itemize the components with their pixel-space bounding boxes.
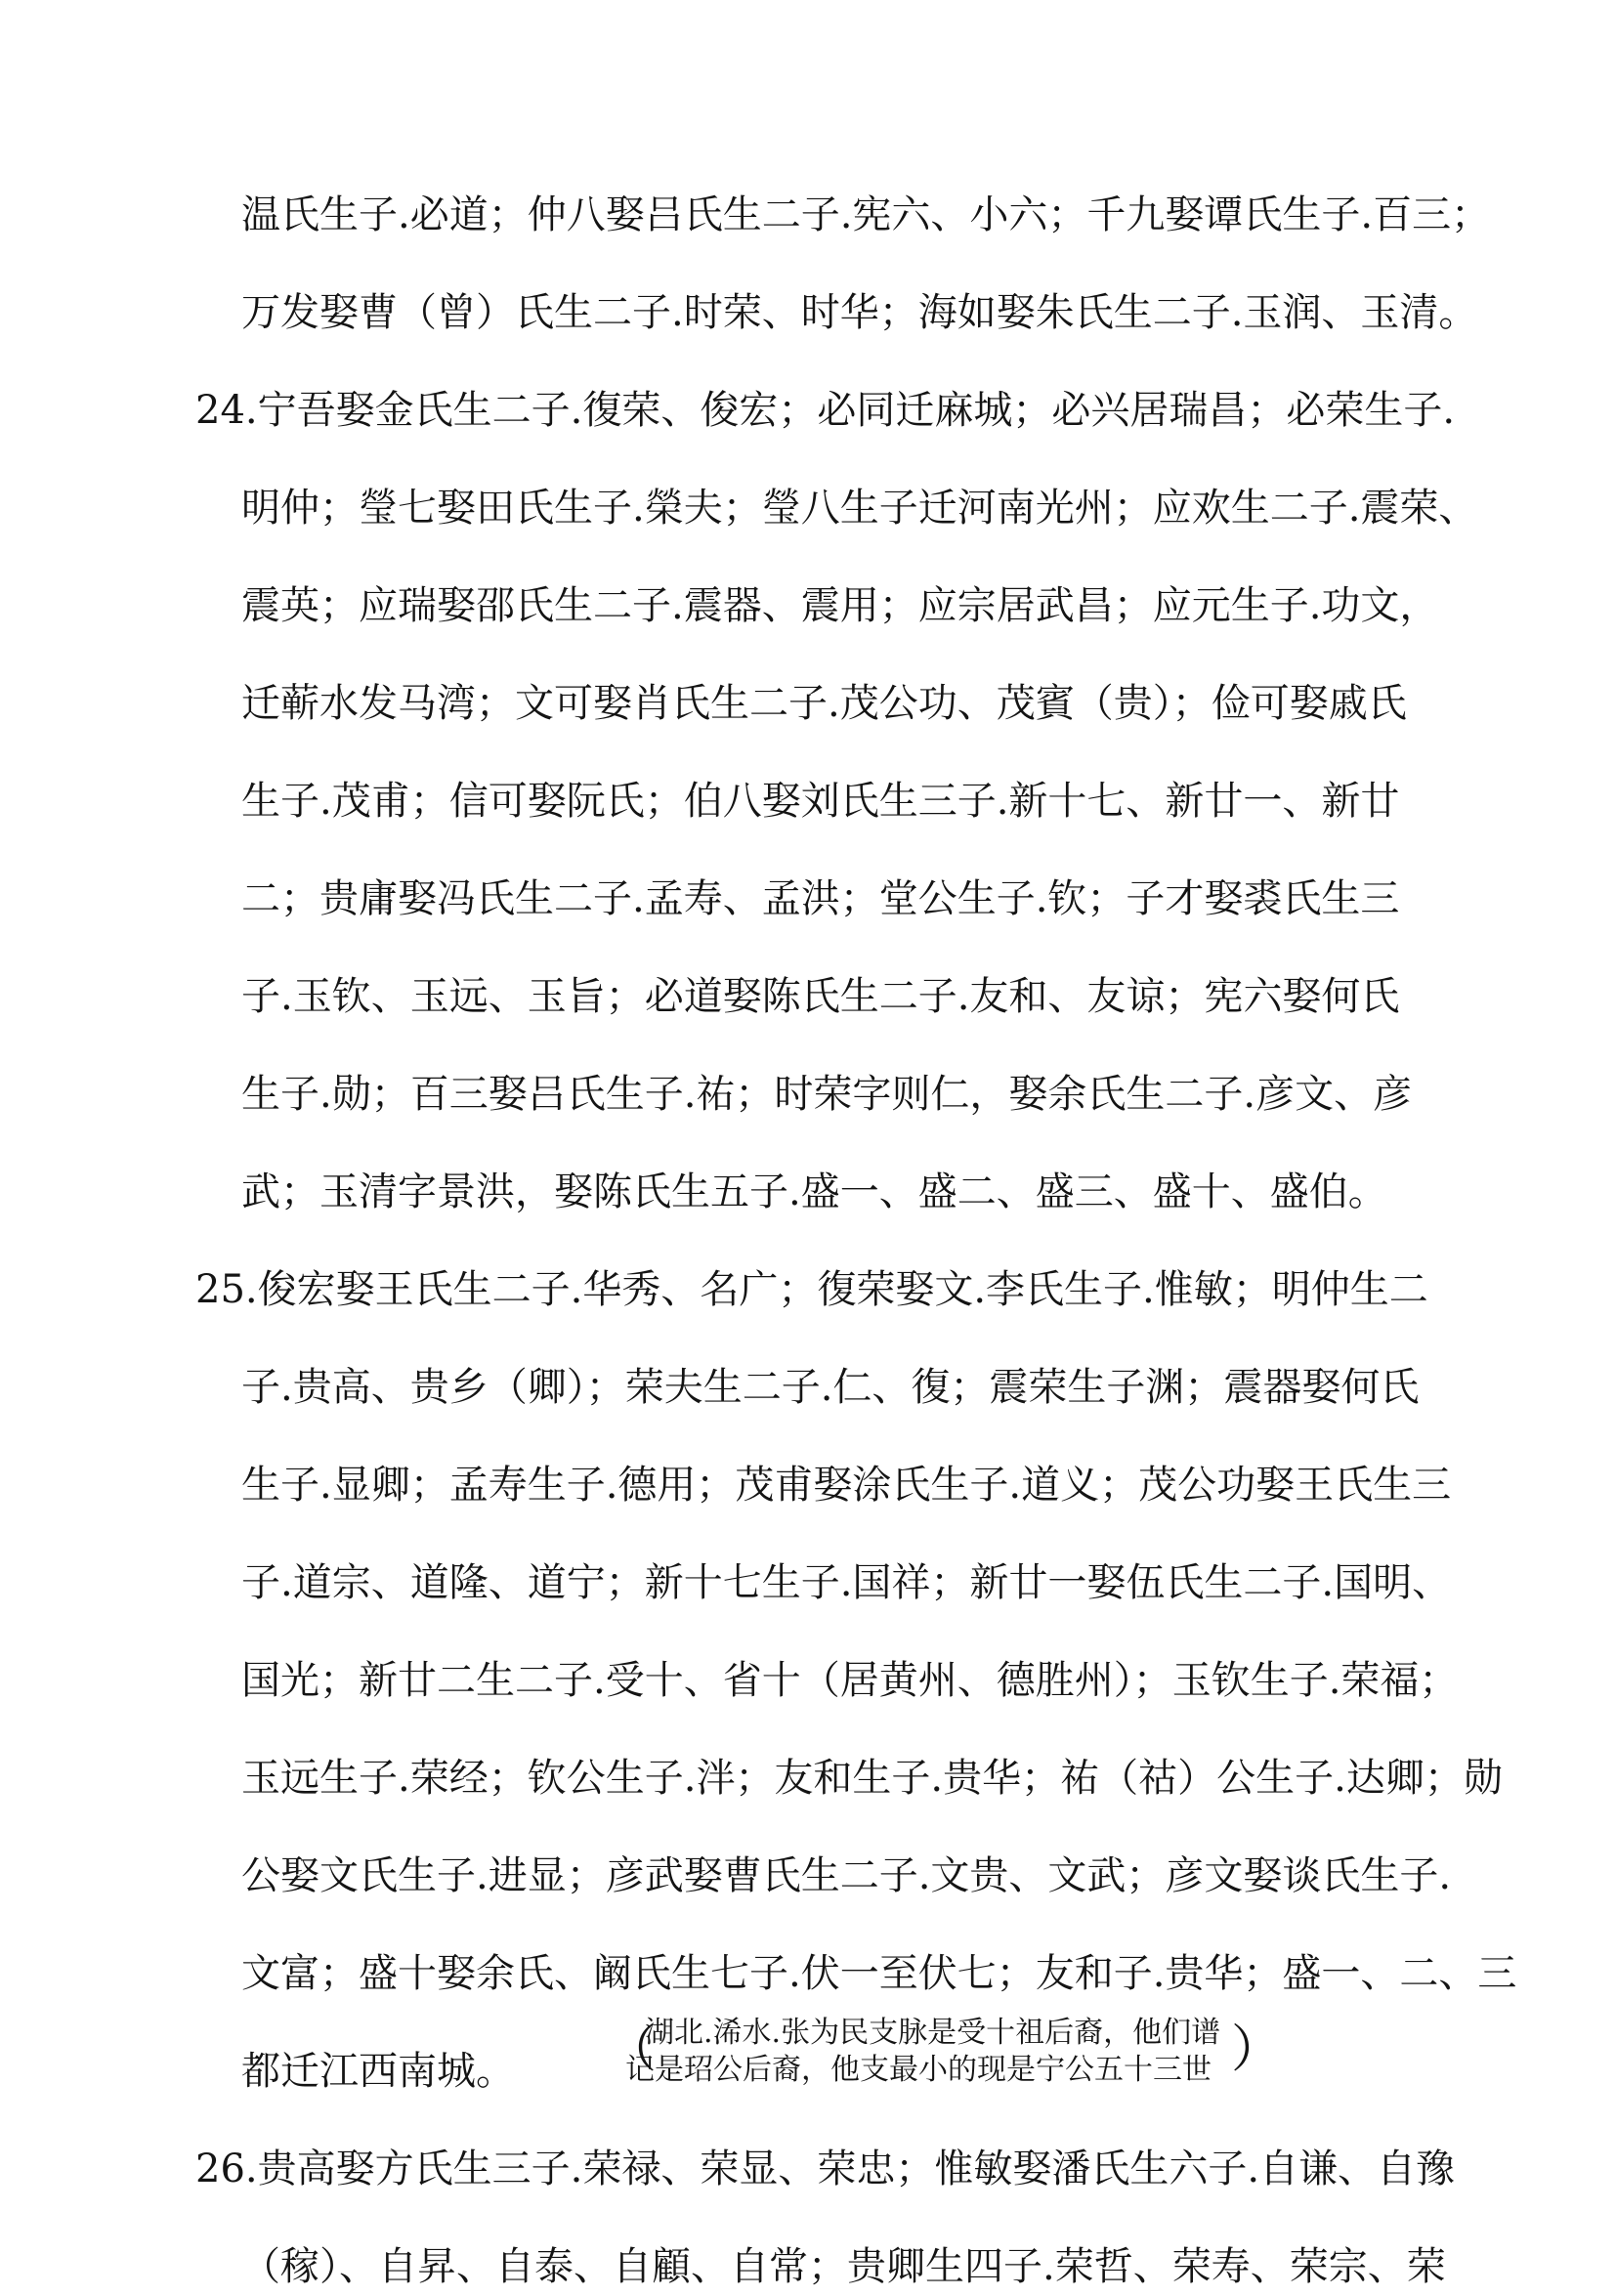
text-line: 公娶文氏生子.进显；彦武娶曹氏生二子.文贵、文武；彦文娶谈氏生子. xyxy=(241,1853,1452,1898)
text-line: 震英；应瑞娶邵氏生二子.震器、震用；应宗居武昌；应元生子.功文， xyxy=(241,583,1439,628)
annotation-close-paren: ） xyxy=(1231,2020,1283,2079)
text-line: 25.俊宏娶王氏生二子.华秀、名广；復荣娶文.李氏生子.惟敏；明仲生二 xyxy=(195,1267,1428,1312)
text-line: 二；贵庸娶冯氏生二子.孟寿、孟洪；堂公生子.钦；子才娶裘氏生三 xyxy=(241,876,1400,921)
text-line: （稼）、自昇、自泰、自顧、自常；贵卿生四子.荣哲、荣寿、荣宗、荣 xyxy=(241,2244,1446,2289)
annotation-line-1: 湖北.浠水.张为民支脉是受十祖后裔，他们谱 xyxy=(645,2016,1221,2050)
text-line: 明仲；瑩七娶田氏生子.榮夫；瑩八生子迁河南光州；应欢生二子.震荣、 xyxy=(241,486,1478,531)
text-line: 生子.显卿；孟寿生子.德用；茂甫娶涂氏生子.道义；茂公功娶王氏生三 xyxy=(241,1463,1452,1508)
text-line: 生子.茂甫；信可娶阮氏；伯八娶刘氏生三子.新十七、新廿一、新廿 xyxy=(241,779,1400,824)
text-line: 26.贵高娶方氏生三子.荣禄、荣显、荣忠；惟敏娶潘氏生六子.自谦、自豫 xyxy=(195,2147,1456,2191)
annotation-line-2: 记是玿公后裔，他支最小的现是宁公五十三世 xyxy=(625,2053,1212,2087)
text-line: 温氏生子.必道；仲八娶吕氏生二子.宪六、小六；千九娶谭氏生子.百三； xyxy=(241,192,1491,237)
text-line: 子.贵高、贵乡（卿）；荣夫生二子.仁、復；震荣生子渊；震器娶何氏 xyxy=(241,1365,1420,1410)
text-line: 生子.勋；百三娶吕氏生子.祐；时荣字则仁，娶余氏生二子.彦文、彦 xyxy=(241,1072,1413,1117)
text-line: 迁蕲水发马湾；文可娶肖氏生二子.茂公功、茂賓（贵）；俭可娶戚氏 xyxy=(241,681,1407,726)
text-line: 武；玉清字景洪，娶陈氏生五子.盛一、盛二、盛三、盛十、盛伯。 xyxy=(241,1169,1387,1214)
text-line: 子.道宗、道隆、道宁；新十七生子.国祥；新廿一娶伍氏生二子.国明、 xyxy=(241,1560,1452,1605)
text-line: 玉远生子.荣经；钦公生子.泮；友和生子.贵华；祐（祜）公生子.达卿；勋 xyxy=(241,1756,1503,1801)
text-line: 文富；盛十娶余氏、阚氏生七子.伏一至伏七；友和子.贵华；盛一、二、三 xyxy=(241,1951,1517,1996)
annotation-open-paren: （ xyxy=(606,2020,658,2079)
text-line: 都迁江西南城。 xyxy=(241,2049,515,2094)
text-line: 万发娶曹（曾）氏生二子.时荣、时华；海如娶朱氏生二子.玉润、玉清。 xyxy=(241,290,1478,335)
text-line: 24.宁吾娶金氏生二子.復荣、俊宏；必同迁麻城；必兴居瑞昌；必荣生子. xyxy=(195,388,1456,433)
text-line: 子.玉钦、玉远、玉旨；必道娶陈氏生二子.友和、友谅；宪六娶何氏 xyxy=(241,974,1400,1019)
text-line: 国光；新廿二生二子.受十、省十（居黄州、德胜州）；玉钦生子.荣福； xyxy=(241,1658,1459,1703)
